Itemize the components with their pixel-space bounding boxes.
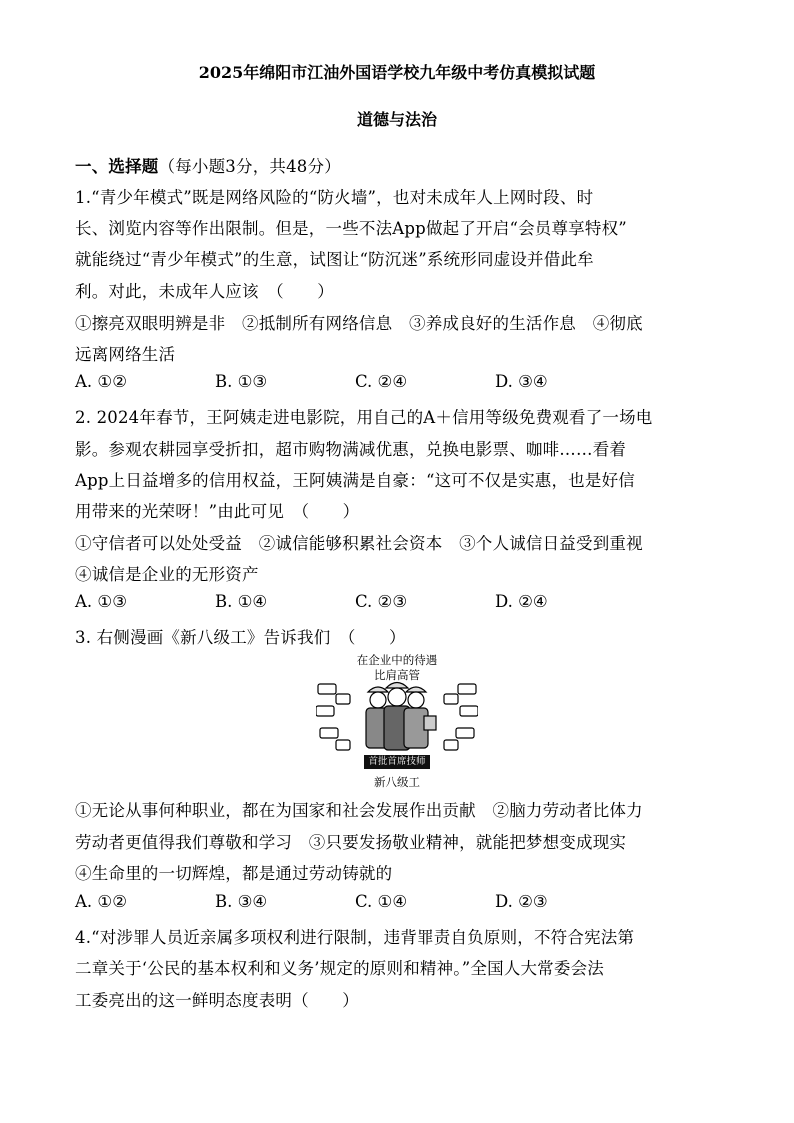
q3-option-d: D. ②③ — [495, 892, 548, 911]
q1-line: 长、浏览内容等作出限制。但是，一些不法App做起了开启“会员尊享特权” — [75, 219, 627, 238]
q1-option-b: B. ①③ — [215, 372, 268, 391]
q2-line: 影。参观农耕园享受折扣，超市购物满减优惠，兑换电影票、咖啡……看着 — [75, 440, 627, 459]
q2-line: App上日益增多的信用权益，王阿姨满是自豪：“这可不仅是实惠，也是好信 — [75, 471, 635, 490]
cartoon-caption-top-2: 比肩高管 — [374, 668, 420, 682]
q4-line: 工委亮出的这一鲜明态度表明（ ） — [75, 991, 359, 1010]
exam-title: 2025年绵阳市江油外国语学校九年级中考仿真模拟试题 — [198, 63, 596, 82]
q2-line: 2. 2024年春节，王阿姨走进电影院，用自己的A＋信用等级免费观看了一场电 — [75, 408, 653, 427]
section-heading-text: 一、选择题 — [75, 157, 159, 176]
q4-line: 4.“对涉罪人员近亲属多项权利进行限制，违背罪责自负原则，不符合宪法第 — [75, 928, 635, 947]
cartoon-sign: 首批首席技师 — [364, 755, 430, 769]
q1-option-d: D. ③④ — [495, 372, 548, 391]
q2-line: 用带来的光荣呀！”由此可见 （ ） — [75, 502, 360, 521]
q2-option-b: B. ①④ — [215, 592, 268, 611]
q1-line: ①擦亮双眼明辨是非 ②抵制所有网络信息 ③养成良好的生活作息 ④彻底 — [75, 314, 643, 333]
thumbs-up-icon — [444, 684, 478, 750]
q2-option-c: C. ②③ — [355, 592, 408, 611]
q1-option-c: C. ②④ — [355, 372, 408, 391]
q2-line: ④诚信是企业的无形资产 — [75, 565, 259, 584]
cartoon-caption-bottom: 新八级工 — [374, 775, 420, 789]
cartoon-illustration — [316, 680, 478, 758]
q1-option-a: A. ①② — [75, 372, 127, 391]
q3-line: ④生命里的一切辉煌，都是通过劳动铸就的 — [75, 864, 393, 883]
q3-option-c: C. ①④ — [355, 892, 408, 911]
q2-option-d: D. ②④ — [495, 592, 548, 611]
q2-line: ①守信者可以处处受益 ②诚信能够积累社会资本 ③个人诚信日益受到重视 — [75, 534, 643, 553]
q3-line: 劳动者更值得我们尊敬和学习 ③只要发扬敬业精神，就能把梦想变成现实 — [75, 833, 627, 852]
section-heading — [75, 153, 341, 177]
worker-figure — [404, 687, 436, 748]
q1-line: 1.“青少年模式”既是网络风险的“防火墙”，也对未成年人上网时段、时 — [75, 188, 594, 207]
cartoon-caption-top-1: 在企业中的待遇 — [356, 653, 438, 667]
cartoon-new-eighth-grade-worker — [316, 652, 478, 792]
q1-line: 远离网络生活 — [75, 345, 176, 364]
subject-title: 道德与法治 — [356, 110, 437, 129]
q1-line: 就能绕过“青少年模式”的生意，试图让“防沉迷”系统形同虚设并借此牟 — [75, 250, 594, 269]
section-note: （每小题3分，共48分） — [158, 157, 341, 176]
q2-option-a: A. ①③ — [75, 592, 127, 611]
q4-line: 二章关于‘公民的基本权利和义务’规定的原则和精神。”全国人大常委会法 — [75, 959, 604, 978]
q3-option-a: A. ①② — [75, 892, 127, 911]
q3-option-b: B. ③④ — [215, 892, 268, 911]
q3-line: ①无论从事何种职业，都在为国家和社会发展作出贡献 ②脑力劳动者比体力 — [75, 801, 643, 820]
q1-line: 利。对此，未成年人应该 （ ） — [75, 282, 334, 301]
thumbs-up-icon — [316, 684, 350, 750]
q3-stem: 3. 右侧漫画《新八级工》告诉我们 （ ） — [75, 628, 406, 647]
